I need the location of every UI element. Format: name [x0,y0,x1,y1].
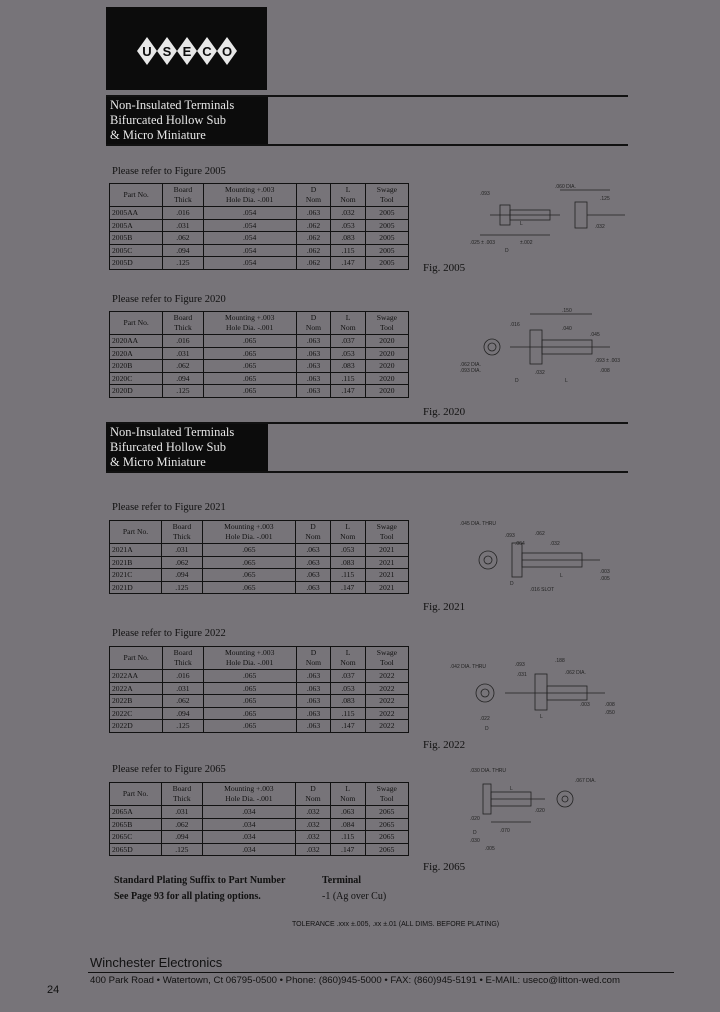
table-cell: 2065D [110,843,162,856]
refer-text: Please refer to Figure 2005 [112,166,226,177]
table-cell: .065 [203,695,296,708]
dim-label: .003 [600,569,610,575]
table-row [110,219,409,232]
dim-label: .062 DIA. [460,362,481,368]
dim-label: .016 SLOT [530,587,555,593]
tolerance-note: TOLERANCE .xxx ±.005, .xx ±.01 (ALL DIMS. BEFORE PLATING) [292,921,500,928]
table-cell: 2022 [365,707,408,720]
contact-address: 400 Park Road • Watertown, Ct 06795-0500 • Phone: (860)945-5000 • FAX: (860)945-5191 • E-MAIL: useco@litton-wed.com [90,975,620,986]
column-header: Board Thick [163,647,203,670]
table-cell: 2020 [365,385,408,398]
dim-label: .008 [600,368,610,374]
column-header: Part No. [110,521,162,544]
table-cell: .032 [296,831,331,844]
divider [106,95,628,97]
table-cell: .054 [203,232,296,245]
column-header: D Nom [296,312,331,335]
table-cell: 2005 [365,219,408,232]
table-cell: 2021A [110,544,162,557]
table-cell: 2005AA [110,207,163,220]
section-header-line: & Micro Miniature [110,455,206,469]
column-header: L Nom [331,647,366,670]
table-cell: 2022 [365,720,408,733]
dim-label: .093 DIA. [460,368,481,374]
column-header: Swage Tool [365,521,408,544]
table-cell: .053 [331,219,366,232]
table-cell: .063 [296,372,331,385]
table-cell: .063 [296,556,331,569]
table-cell: .147 [331,385,366,398]
table-cell: .037 [331,335,366,348]
table-cell: 2021D [110,581,162,594]
table-cell: .034 [202,843,296,856]
table-cell: 2022A [110,682,163,695]
dim-label: .003 [580,702,590,708]
table-cell: .054 [203,207,296,220]
footer-divider [88,972,674,973]
table-row [110,831,409,844]
column-header: Mounting +.003 Hole Dia. -.001 [202,783,296,806]
column-header: Mounting +.003 Hole Dia. -.001 [203,312,296,335]
table-row [110,682,409,695]
dim-label: D [505,248,509,254]
table-cell: .125 [162,843,203,856]
dim-label: .020 [470,816,480,822]
table-cell: .065 [203,360,296,373]
dim-label: .025 ± .003 [470,240,495,246]
table-cell: .016 [163,207,203,220]
table-cell: .147 [331,720,366,733]
table-cell: .065 [203,682,296,695]
table-cell: .115 [330,569,365,582]
table-cell: 2065 [365,818,408,831]
logo-letter: U [142,44,152,59]
table-row [110,347,409,360]
table-cell: 2021 [365,581,408,594]
table-row [110,707,409,720]
table-cell: .031 [162,806,203,819]
dim-label: .030 DIA. THRU [470,768,507,774]
table-cell: .062 [296,219,331,232]
dim-label: .093 ± .003 [595,358,620,364]
table-row [110,806,409,819]
table-cell: 2065A [110,806,162,819]
table-row [110,372,409,385]
dim-label: ±.002 [520,240,533,246]
table-cell: 2020 [365,347,408,360]
terminal-value: -1 (Ag over Cu) [322,891,387,902]
table-cell: .016 [163,670,203,683]
table-cell: 2021B [110,556,162,569]
table-cell: .032 [296,818,331,831]
column-header: Swage Tool [365,184,408,207]
section-header-line: Non-Insulated Terminals [110,98,235,112]
logo-letter: O [221,44,233,59]
table-cell: .094 [162,569,203,582]
column-header: Board Thick [162,783,203,806]
figure-2021-drawing [450,515,630,600]
table-cell: .125 [163,385,203,398]
refer-text: Please refer to Figure 2020 [112,294,226,305]
table-cell: 2022 [365,682,408,695]
table-row [110,257,409,270]
table-cell: .063 [296,682,331,695]
table-cell: 2020B [110,360,163,373]
table-cell: .016 [163,335,203,348]
figure-2065-drawing [465,762,635,857]
dim-label: .030 [470,838,480,844]
dim-label: .042 DIA. THRU [450,664,487,670]
table-row [110,232,409,245]
table-cell: .063 [296,544,331,557]
dim-label: .093 [515,662,525,668]
dim-label: L [565,378,568,384]
section-header-line: Bifurcated Hollow Sub [110,113,226,127]
dim-label: .150 [562,308,572,314]
figure-caption: Fig. 2065 [423,861,466,873]
table-cell: .125 [163,720,203,733]
table-cell: .063 [296,695,331,708]
table-row [110,335,409,348]
table-cell: 2021 [365,569,408,582]
figure-2020-drawing [450,302,630,392]
table-cell: 2022 [365,670,408,683]
divider [106,471,628,473]
part-table-2022 [109,646,409,733]
table-cell: 2020C [110,372,163,385]
table-cell: 2065 [365,831,408,844]
table-cell: 2022C [110,707,163,720]
dim-label: .045 [590,332,600,338]
figure-2022-drawing [445,648,630,738]
refer-text: Please refer to Figure 2021 [112,502,226,513]
column-header: Part No. [110,312,163,335]
table-cell: .063 [296,360,331,373]
dim-label: .050 [605,710,615,716]
table-cell: .094 [162,831,203,844]
table-row [110,244,409,257]
table-cell: .062 [162,818,203,831]
column-header: Swage Tool [365,783,408,806]
useco-logo [106,7,267,90]
terminal-label: Terminal [322,875,362,886]
table-cell: .054 [203,244,296,257]
table-row [110,556,409,569]
table-cell: .065 [203,670,296,683]
table-cell: .062 [162,556,203,569]
table-row [110,581,409,594]
dim-label: L [560,573,563,579]
table-cell: 2020 [365,372,408,385]
table-cell: .065 [202,544,296,557]
table-cell: 2005 [365,244,408,257]
table-cell: .037 [331,670,366,683]
dim-label: D [510,581,514,587]
dim-label: .062 DIA. [565,670,586,676]
column-header: Board Thick [163,312,203,335]
table-row [110,544,409,557]
table-cell: 2005 [365,257,408,270]
company-name: Winchester Electronics [90,955,223,970]
table-cell: .063 [296,569,331,582]
section-header [106,423,268,473]
table-cell: .063 [296,347,331,360]
table-cell: .065 [203,707,296,720]
table-cell: .062 [163,232,203,245]
table-cell: 2021C [110,569,162,582]
table-cell: .031 [163,682,203,695]
table-cell: .083 [330,556,365,569]
table-cell: .063 [296,720,331,733]
table-cell: 2020AA [110,335,163,348]
table-cell: .084 [330,818,365,831]
table-cell: .063 [296,385,331,398]
table-cell: 2005 [365,232,408,245]
section-header [106,96,268,146]
refer-text: Please refer to Figure 2065 [112,764,226,775]
dim-label: .064 [515,541,525,547]
column-header: Board Thick [163,184,203,207]
table-cell: .147 [330,843,365,856]
table-cell: 2022AA [110,670,163,683]
column-header: D Nom [296,783,331,806]
figure-caption: Fig. 2022 [423,739,466,751]
table-cell: .115 [331,372,366,385]
table-cell: .065 [202,569,296,582]
logo-letter: E [182,44,192,59]
column-header: L Nom [331,184,366,207]
table-cell: .094 [163,244,203,257]
dim-label: .188 [555,658,565,664]
table-cell: .063 [296,670,331,683]
figure-2005-drawing [460,180,630,260]
logo-letter: S [162,44,172,59]
dim-label: D [485,726,489,732]
dim-label: .022 [480,716,490,722]
table-cell: 2005D [110,257,163,270]
table-cell: .083 [331,360,366,373]
table-cell: .062 [296,244,331,257]
dim-label: .005 [485,846,495,852]
column-header: D Nom [296,647,331,670]
dim-label: D [473,830,477,836]
table-cell: .034 [202,806,296,819]
table-row [110,670,409,683]
column-header: Mounting +.003 Hole Dia. -.001 [203,184,296,207]
dim-label: .020 [535,808,545,814]
dim-label: .045 DIA. THRU [460,521,497,527]
dim-label: L [520,221,523,227]
table-cell: .115 [330,831,365,844]
table-row [110,695,409,708]
table-cell: .053 [330,544,365,557]
plating-suffix-text: Standard Plating Suffix to Part Number [114,875,286,886]
dim-label: .060 DIA. [555,184,576,190]
table-cell: 2020 [365,360,408,373]
table-cell: 2020A [110,347,163,360]
table-cell: .125 [162,581,203,594]
table-cell: .062 [296,257,331,270]
page-number: 24 [47,984,60,996]
section-header-line: & Micro Miniature [110,128,206,142]
column-header: D Nom [296,184,331,207]
table-cell: .115 [331,244,366,257]
table-cell: .032 [296,806,331,819]
part-table-2021 [109,520,409,594]
dim-label: .125 [600,196,610,202]
column-header: Swage Tool [365,312,408,335]
table-cell: .053 [331,682,366,695]
table-cell: .062 [163,360,203,373]
dim-label: L [510,786,513,792]
dim-label: .062 [535,531,545,537]
table-cell: .034 [202,831,296,844]
table-cell: 2005C [110,244,163,257]
dim-label: .040 [562,326,572,332]
dim-label: .016 [510,322,520,328]
column-header: D Nom [296,521,331,544]
dim-label: D [515,378,519,384]
column-header: L Nom [331,312,366,335]
table-cell: .063 [296,707,331,720]
column-header: Mounting +.003 Hole Dia. -.001 [202,521,296,544]
dim-label: .070 [500,828,510,834]
table-cell: .065 [203,385,296,398]
dim-label: .067 DIA. [575,778,596,784]
table-cell: .062 [163,695,203,708]
part-table-2065 [109,782,409,856]
divider [106,422,628,424]
table-cell: .065 [203,372,296,385]
table-cell: 2020 [365,335,408,348]
table-cell: 2022B [110,695,163,708]
dim-label: .032 [550,541,560,547]
table-row [110,569,409,582]
table-cell: .032 [296,843,331,856]
table-cell: .083 [331,695,366,708]
table-cell: 2065C [110,831,162,844]
table-cell: .083 [331,232,366,245]
table-cell: .065 [202,556,296,569]
table-cell: .031 [163,219,203,232]
dim-label: .032 [595,224,605,230]
table-cell: .065 [203,347,296,360]
column-header: Part No. [110,647,163,670]
column-header: Swage Tool [365,647,408,670]
table-cell: .094 [163,372,203,385]
column-header: Part No. [110,783,162,806]
figure-caption: Fig. 2021 [423,601,466,613]
column-header: Part No. [110,184,163,207]
table-cell: 2005A [110,219,163,232]
table-cell: .063 [296,207,331,220]
table-cell: 2005 [365,207,408,220]
table-cell: .065 [203,335,296,348]
column-header: L Nom [330,783,365,806]
table-row [110,385,409,398]
plating-options-text: See Page 93 for all plating options. [114,891,261,902]
table-cell: 2020D [110,385,163,398]
logo-letter: C [202,44,212,59]
table-cell: .032 [331,207,366,220]
dim-label: .008 [605,702,615,708]
table-cell: .062 [296,232,331,245]
table-cell: .063 [296,335,331,348]
table-cell: 2022D [110,720,163,733]
dim-label: .032 [535,370,545,376]
table-cell: .065 [202,581,296,594]
section-header-line: Non-Insulated Terminals [110,425,235,439]
table-cell: .063 [330,806,365,819]
dim-label: L [540,714,543,720]
table-row [110,843,409,856]
table-cell: .034 [202,818,296,831]
table-row [110,720,409,733]
dim-label: .005 [600,576,610,582]
table-cell: 2005B [110,232,163,245]
table-cell: .147 [331,257,366,270]
table-cell: 2065 [365,843,408,856]
table-cell: .031 [162,544,203,557]
dim-label: .093 [480,191,490,197]
table-cell: 2021 [365,544,408,557]
table-cell: 2021 [365,556,408,569]
refer-text: Please refer to Figure 2022 [112,628,226,639]
figure-caption: Fig. 2005 [423,262,466,274]
table-cell: 2022 [365,695,408,708]
part-table-2005 [109,183,409,270]
table-cell: .063 [296,581,331,594]
part-table-2020 [109,311,409,398]
table-row [110,207,409,220]
table-cell: .125 [163,257,203,270]
table-cell: .094 [163,707,203,720]
dim-label: .031 [517,672,527,678]
table-row [110,360,409,373]
column-header: L Nom [330,521,365,544]
table-cell: .054 [203,219,296,232]
divider [106,144,628,146]
table-row [110,818,409,831]
table-cell: .115 [331,707,366,720]
table-cell: .147 [330,581,365,594]
table-cell: .053 [331,347,366,360]
table-cell: .054 [203,257,296,270]
table-cell: 2065 [365,806,408,819]
figure-caption: Fig. 2020 [423,406,466,418]
table-cell: 2065B [110,818,162,831]
table-cell: .031 [163,347,203,360]
column-header: Board Thick [162,521,203,544]
dim-label: .093 [505,533,515,539]
column-header: Mounting +.003 Hole Dia. -.001 [203,647,296,670]
table-cell: .065 [203,720,296,733]
section-header-line: Bifurcated Hollow Sub [110,440,226,454]
